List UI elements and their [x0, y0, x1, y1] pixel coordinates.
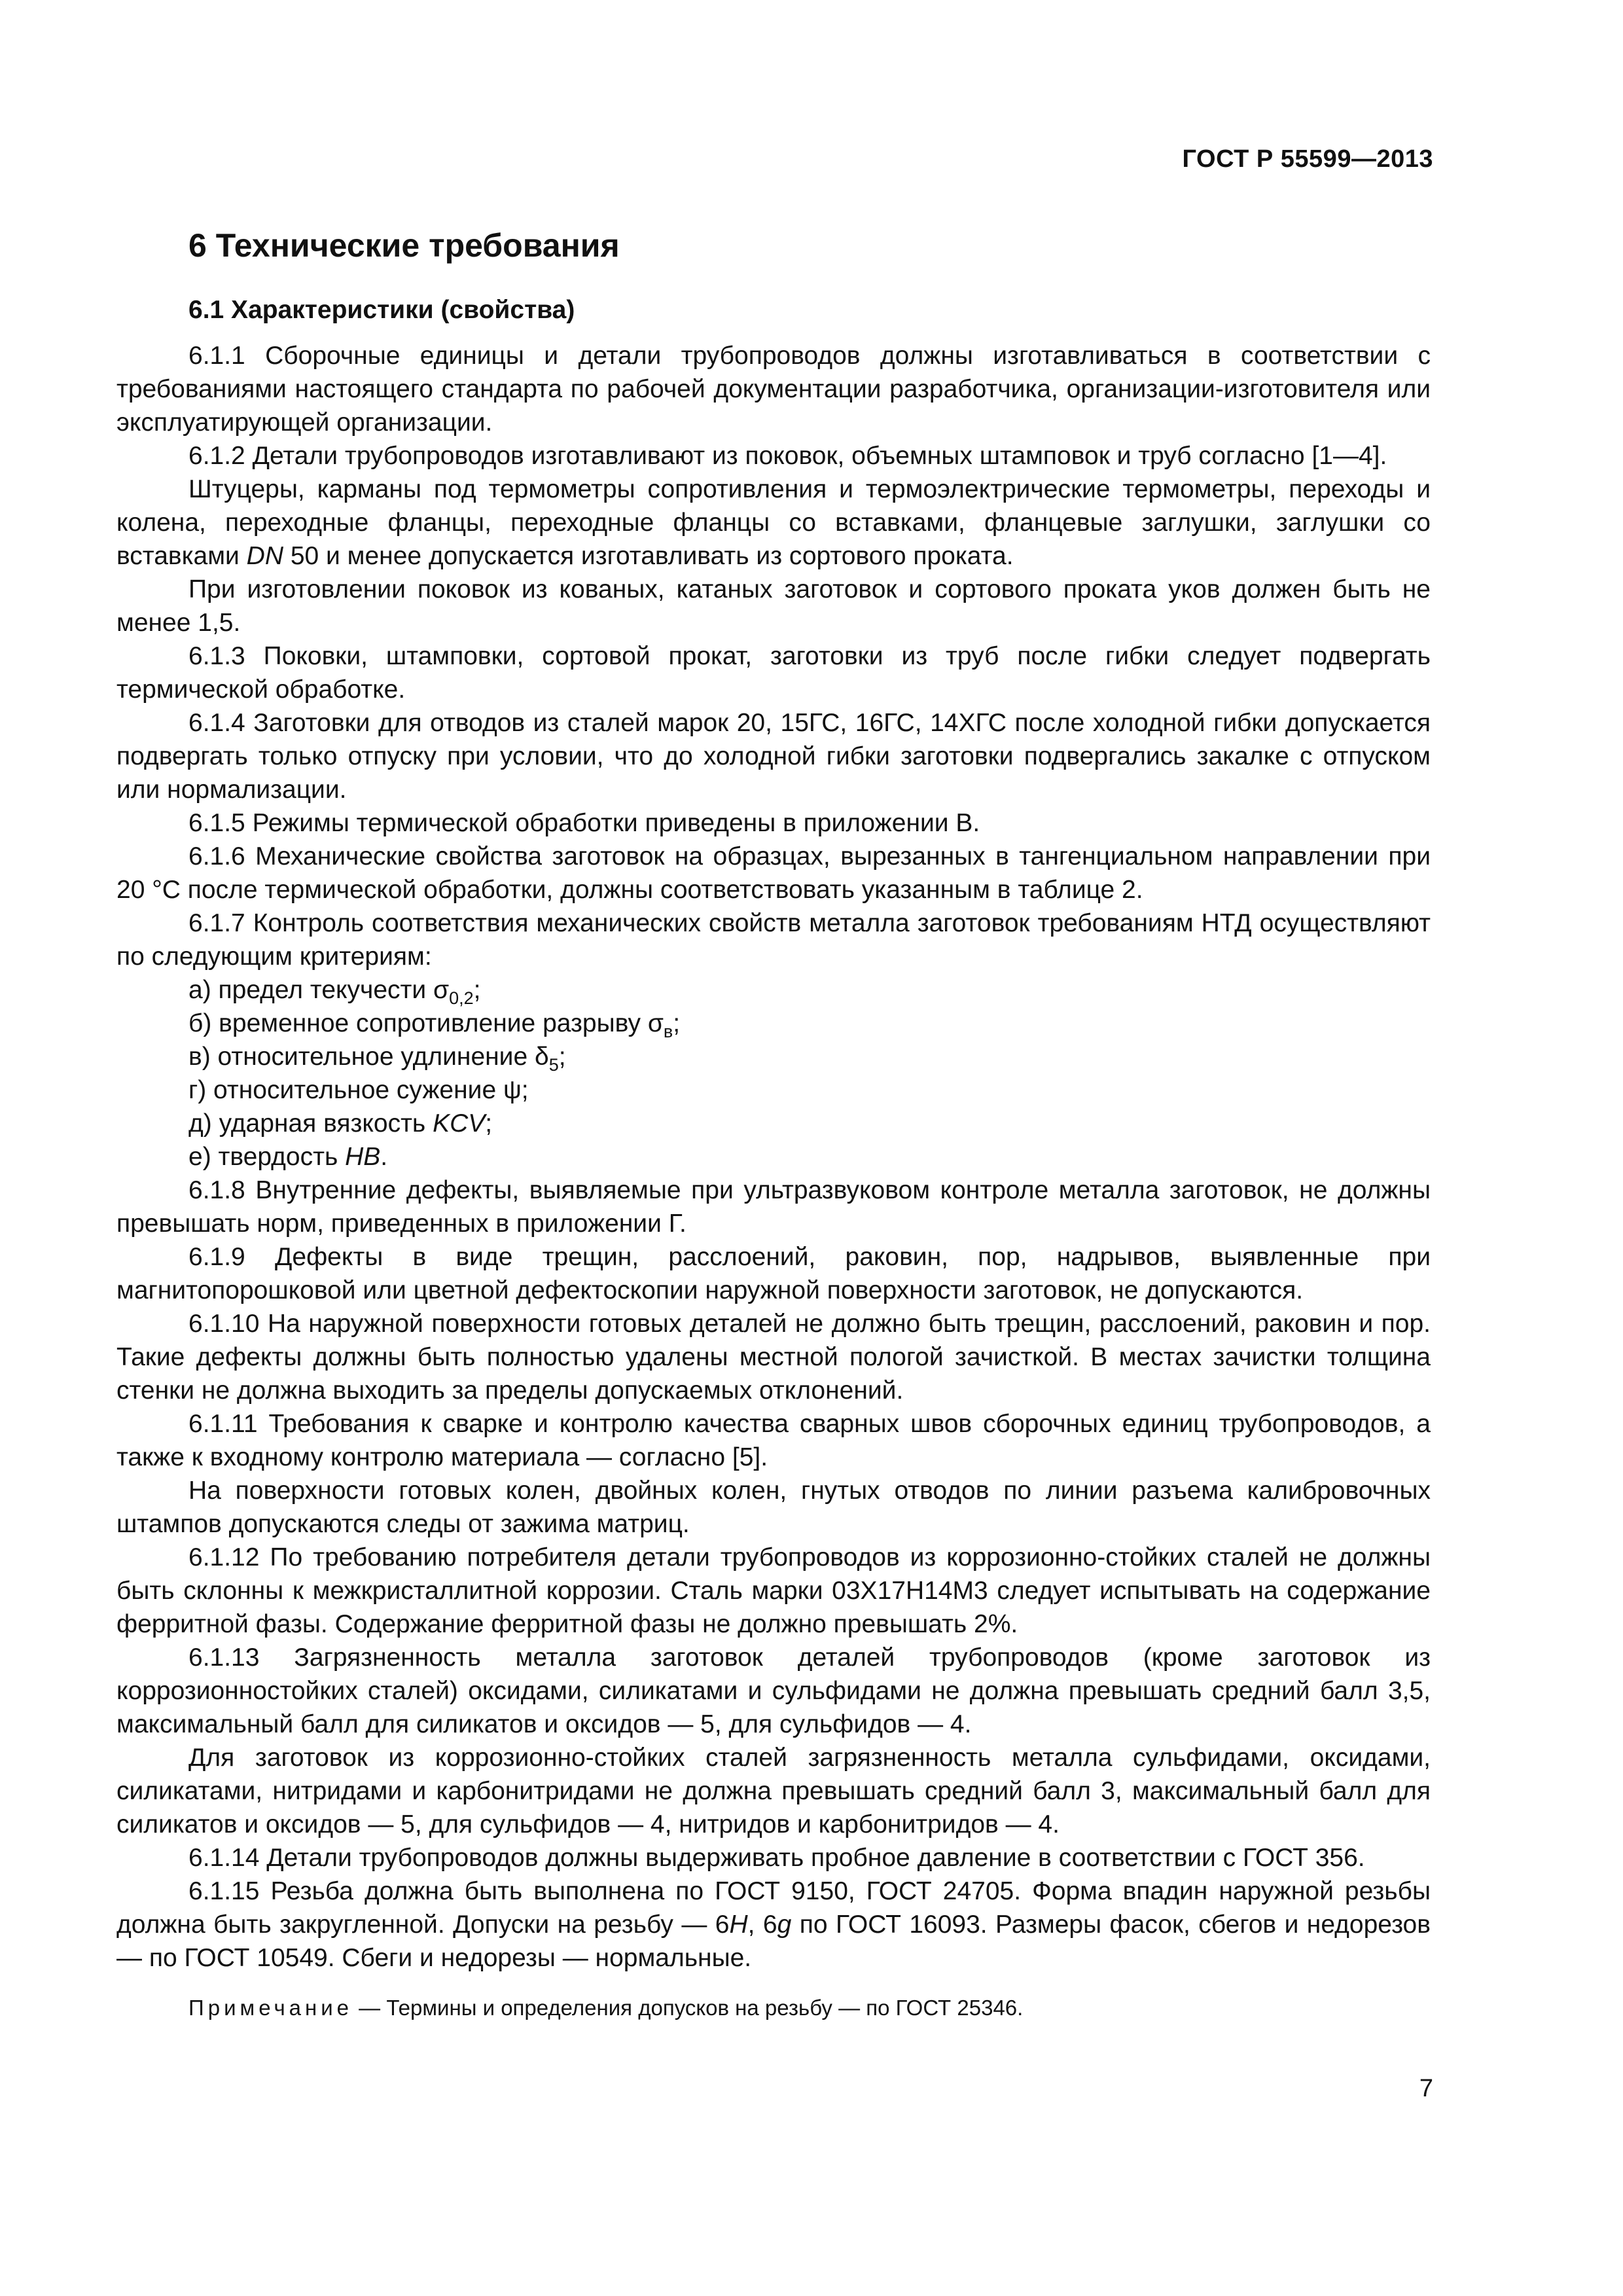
criteria-list: [116, 973, 1431, 1174]
thread-tolerance-g: g: [777, 1910, 792, 1939]
criteria-tail: ;: [673, 1009, 681, 1037]
paragraph-6-1-8: 6.1.8 Внутренние дефекты, выявляемые при ультразвуковом контроле металла заготовок, не должны превышать норм, приведенных в приложении Г.: [116, 1176, 1431, 1238]
paragraph-6-1-13-corrosion-resistant: Для заготовок из коррозионно-стойких сталей загрязненность металла сульфидами, оксидами, силикатами, нитридами и карбонитридами не должна превышать средний балл 3, максимальный балл для силикатов и оксидов — 5, для сульфидов — 4, нитридов и карбонитридов — 4.: [116, 1744, 1431, 1839]
note-text: — Термины и определения допусков на резьбу — по ГОСТ 25346.: [353, 1996, 1024, 2020]
criteria-text: а) предел текучести σ: [188, 976, 450, 1004]
paragraph-6-1-11-surface: На поверхности готовых колен, двойных колен, гнутых отводов по линии разъема калибровочных штампов допускаются следы от зажима матриц.: [116, 1477, 1431, 1538]
criteria-text: б) временное сопротивление разрыву σ: [188, 1009, 664, 1037]
paragraph-6-1-2: 6.1.2 Детали трубопроводов изготавливают из поковок, объемных штамповок и труб согласно [1—4].: [188, 442, 1387, 470]
criteria-item-yield-strength: [188, 973, 1431, 1007]
nominal-diameter-symbol: DN: [246, 542, 283, 570]
criteria-item-impact-toughness: [188, 1107, 1431, 1140]
paragraph-6-1-7: 6.1.7 Контроль соответствия механических свойств металла заготовок требованиям НТД осуществляют по следующим критериям:: [116, 909, 1431, 971]
criteria-item-hardness: [188, 1140, 1431, 1174]
paragraph-text: Штуцеры, карманы под термометры сопротивления и термоэлектрические термометры, переходы и колена, переходные фланцы, переходные фланцы со вставками, фланцевые заглушки, заглушки со вставками: [116, 475, 1431, 570]
criteria-item-reduction-of-area: [188, 1073, 1431, 1107]
paragraph-text: по ГОСТ 16093. Размеры фасок, сбегов и недорезов — по ГОСТ 10549. Сбеги и недорезы — нормальные.: [116, 1910, 1431, 1972]
criteria-text: е) твердость: [188, 1143, 346, 1171]
criteria-subscript: 5: [548, 1054, 559, 1075]
paragraph-6-1-15: [116, 1874, 1431, 1975]
criteria-subscript: 0,2: [449, 988, 474, 1008]
subsection-title: 6.1 Характеристики (свойства): [188, 296, 575, 324]
standard-id-header: ГОСТ Р 55599—2013: [1182, 145, 1433, 173]
criteria-tail: ;: [558, 1043, 566, 1071]
criteria-symbol: KCV: [433, 1109, 486, 1138]
paragraph-6-1-10: 6.1.10 На наружной поверхности готовых деталей не должно быть трещин, расслоений, раковин и пор. Такие дефекты должны быть полностью удалены местной пологой зачисткой. В местах зачистки толщина стенки не должна выходить за пределы допускаемых отклонений.: [116, 1310, 1431, 1405]
paragraph-6-1-4: 6.1.4 Заготовки для отводов из сталей марок 20, 15ГС, 16ГС, 14ХГС после холодной гибки допускается подвергать только отпуску при условии, что до холодной гибки заготовки подвергались закалке с отпуском или нормализации.: [116, 709, 1431, 804]
page-number: 7: [1419, 2075, 1433, 2102]
criteria-text: г) относительное сужение ψ;: [188, 1076, 529, 1104]
paragraph-6-1-2-fittings: [116, 473, 1431, 573]
section-title: 6 Технические требования: [188, 227, 620, 264]
criteria-text: д) ударная вязкость: [188, 1109, 433, 1138]
criteria-subscript: в: [663, 1021, 673, 1041]
criteria-symbol: HB: [345, 1143, 381, 1171]
page-body: [116, 224, 1431, 2023]
note: [116, 1993, 1431, 2023]
criteria-tail: .: [380, 1143, 388, 1171]
paragraph-6-1-12: 6.1.12 По требованию потребителя детали трубопроводов из коррозионно-стойких сталей не должны быть склонны к межкристаллитной коррозии. Сталь марки 03Х17Н14М3 следует испытывать на содержание ферритной фазы. Содержание ферритной фазы не должно превышать 2%.: [116, 1543, 1431, 1638]
paragraph-text: 50 и менее допускается изготавливать из сортового проката.: [283, 542, 1014, 570]
paragraph-6-1-1: 6.1.1 Сборочные единицы и детали трубопроводов должны изготавливаться в соответствии с требованиями настоящего стандарта по рабочей документации разработчика, организации-изготовителя или эксплуатирующей организации.: [116, 342, 1431, 437]
paragraph-6-1-5: 6.1.5 Режимы термической обработки приведены в приложении В.: [188, 809, 980, 837]
paragraph-6-1-3: 6.1.3 Поковки, штамповки, сортовой прокат, заготовки из труб после гибки следует подвергать термической обработке.: [116, 642, 1431, 704]
paragraph-6-1-6: 6.1.6 Механические свойства заготовок на образцах, вырезанных в тангенциальном направлении при 20 °С после термической обработки, должны соответствовать указанным в таблице 2.: [116, 842, 1431, 904]
paragraph-6-1-11: 6.1.11 Требования к сварке и контролю качества сварных швов сборочных единиц трубопроводов, а также к входному контролю материала — согласно [5].: [116, 1410, 1431, 1471]
paragraph-6-1-13: 6.1.13 Загрязненность металла заготовок деталей трубопроводов (кроме заготовок из коррозионностойких сталей) оксидами, силикатами и сульфидами не должна превышать средний балл 3,5, максимальный балл для силикатов и оксидов — 5, для сульфидов — 4.: [116, 1643, 1431, 1738]
criteria-item-tensile-strength: [188, 1007, 1431, 1040]
note-label: Примечание: [188, 1996, 353, 2020]
paragraph-text: 6.1.15 Резьба должна быть выполнена по ГОСТ 9150, ГОСТ 24705. Форма впадин наружной резьбы должна быть закругленной. Допуски на резьбу — 6: [116, 1877, 1431, 1939]
thread-tolerance-h: H: [729, 1910, 748, 1939]
paragraph-6-1-9: 6.1.9 Дефекты в виде трещин, расслоений, раковин, пор, надрывов, выявленные при магнитопорошковой или цветной дефектоскопии наружной поверхности заготовок, не допускаются.: [116, 1243, 1431, 1304]
paragraph-6-1-2-forging: При изготовлении поковок из кованых, катаных заготовок и сортового проката уков должен быть не менее 1,5.: [116, 575, 1431, 637]
criteria-tail: ;: [485, 1109, 493, 1138]
paragraph-6-1-14: 6.1.14 Детали трубопроводов должны выдерживать пробное давление в соответствии с ГОСТ 356.: [188, 1844, 1365, 1872]
criteria-item-elongation: [188, 1040, 1431, 1073]
paragraph-text: , 6: [747, 1910, 777, 1939]
criteria-text: в) относительное удлинение δ: [188, 1043, 549, 1071]
criteria-tail: ;: [473, 976, 481, 1004]
